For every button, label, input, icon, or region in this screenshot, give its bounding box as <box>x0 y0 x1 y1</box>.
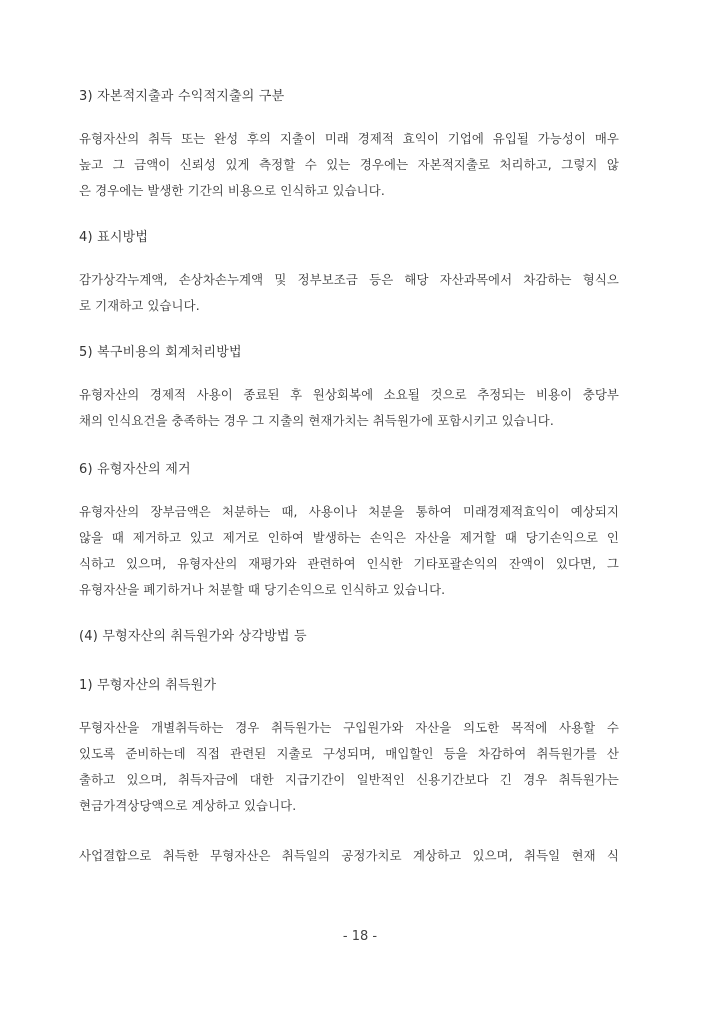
section-heading-intangible-acquisition-cost: 1) 무형자산의 취득원가 <box>79 678 217 693</box>
paragraph-line: 로 기재하고 있습니다. <box>79 298 200 313</box>
paragraph-line: 출하고 있으며, 취득자금에 대한 지급기간이 일반적인 신용기간보다 긴 경우 취득원가는 <box>79 772 619 787</box>
section-heading-presentation-method: 4) 표시방법 <box>79 230 149 245</box>
paragraph-line: 유형자산의 장부금액은 처분하는 때, 사용이나 처분을 통하여 미래경제적효익이 예상되지 <box>79 504 619 519</box>
section-heading-restoration-cost: 5) 복구비용의 회계처리방법 <box>79 345 242 360</box>
paragraph-line: 높고 그 금액이 신뢰성 있게 측정할 수 있는 경우에는 자본적지출로 처리하고, 그렇지 않 <box>79 157 619 172</box>
paragraph-derecognition <box>79 499 619 603</box>
paragraph-line: 현금가격상당액으로 계상하고 있습니다. <box>79 798 297 813</box>
page-number: - 18 - <box>342 929 378 944</box>
paragraph-line: 유형자산의 경제적 사용이 종료된 후 원상회복에 소요될 것으로 추정되는 비용이 충당부 <box>79 387 619 402</box>
paragraph-presentation-method <box>79 267 619 319</box>
section-heading-capital-revenue-expenditure: 3) 자본적지출과 수익적지출의 구분 <box>79 89 285 104</box>
paragraph-line: 유형자산을 폐기하거나 처분할 때 당기손익으로 인식하고 있습니다. <box>79 582 446 597</box>
paragraph-line: 감가상각누계액, 손상차손누계액 및 정부보조금 등은 해당 자산과목에서 차감하는 형식으 <box>79 272 619 287</box>
paragraph-line: 않을 때 제거하고 있고 제거로 인하여 발생하는 손익은 자산을 제거할 때 당기손익으로 인 <box>79 530 619 545</box>
paragraph-line: 무형자산을 개별취득하는 경우 취득원가는 구입원가와 자산을 의도한 목적에 사용할 수 <box>79 720 619 735</box>
section-heading-intangible-assets: (4) 무형자산의 취득원가와 상각방법 등 <box>79 629 307 644</box>
paragraph-business-combination <box>79 843 619 869</box>
section-heading-derecognition: 6) 유형자산의 제거 <box>79 462 191 477</box>
paragraph-capital-revenue-expenditure <box>79 126 619 204</box>
paragraph-line: 유형자산의 취득 또는 완성 후의 지출이 미래 경제적 효익이 기업에 유입될 가능성이 매우 <box>79 131 619 146</box>
paragraph-intangible-acquisition-cost <box>79 715 619 819</box>
paragraph-line: 있도록 준비하는데 직접 관련된 지출로 구성되며, 매입할인 등을 차감하여 취득원가를 산 <box>79 746 619 761</box>
paragraph-line: 채의 인식요건을 충족하는 경우 그 지출의 현재가치는 취득원가에 포함시키고 있습니다. <box>79 413 554 428</box>
paragraph-line: 은 경우에는 발생한 기간의 비용으로 인식하고 있습니다. <box>79 183 385 198</box>
paragraph-line: 사업결합으로 취득한 무형자산은 취득일의 공정가치로 계상하고 있으며, 취득일 현재 식 <box>79 848 619 863</box>
paragraph-line: 식하고 있으며, 유형자산의 재평가와 관련하여 인식한 기타포괄손익의 잔액이 있다면, 그 <box>79 556 619 571</box>
paragraph-restoration-cost <box>79 382 619 434</box>
